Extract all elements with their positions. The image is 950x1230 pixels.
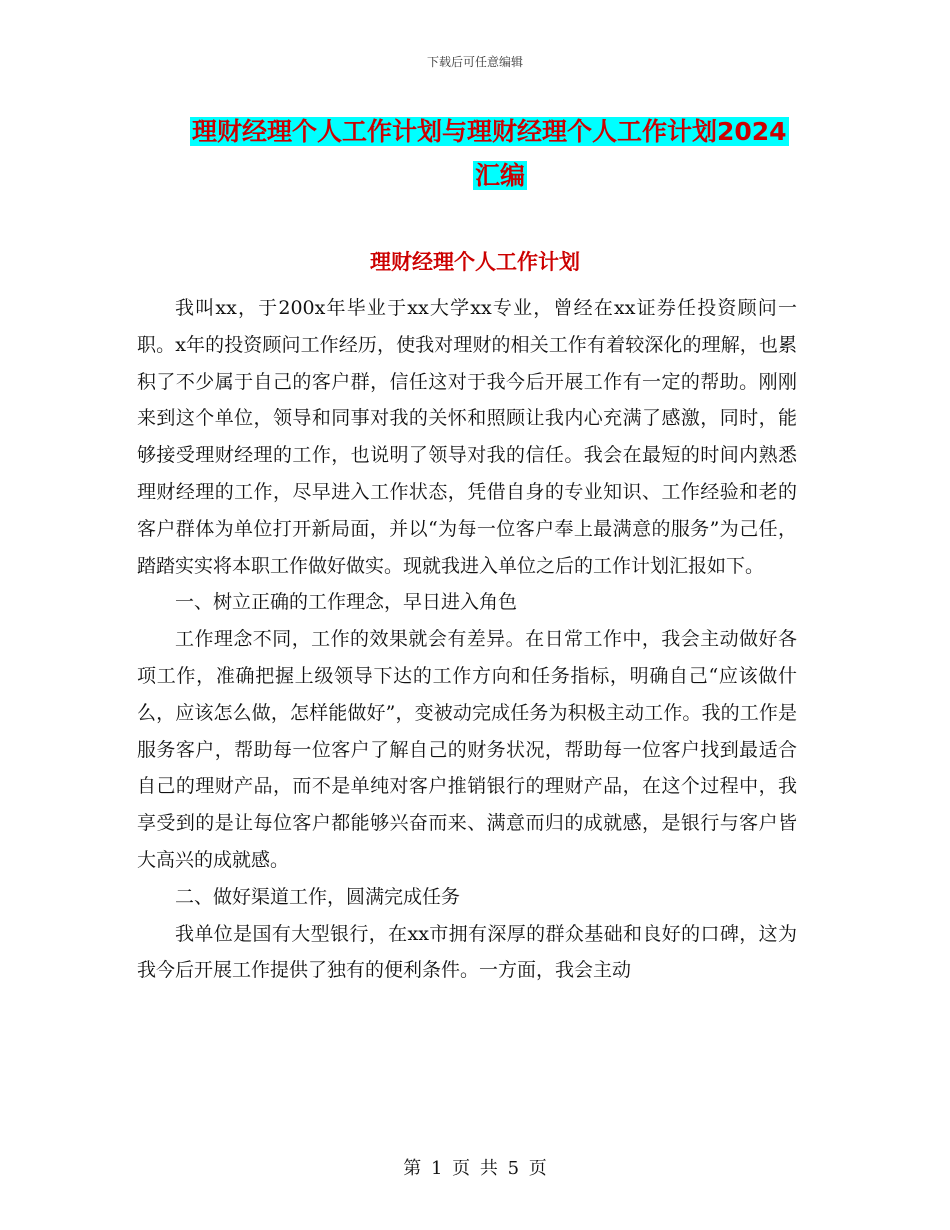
title-line-2: 汇编	[474, 161, 525, 190]
title-line-1: 理财经理个人工作计划与理财经理个人工作计划2024	[192, 117, 787, 146]
heading-section-2: 二、做好渠道工作，圆满完成任务	[175, 885, 461, 908]
heading-section-1: 一、树立正确的工作理念，早日进入角色	[175, 591, 518, 614]
section-title: 理财经理个人工作计划	[370, 250, 580, 274]
document-body	[137, 290, 797, 989]
paragraph-intro: 我叫xx，于200x年毕业于xx大学xx专业，曾经在xx证券任投资顾问一职。x年的投资顾问工作经历，使我对理财的相关工作有着较深化的理解，也累积了不少属于自己的客户群，信任这对于我今后开展工作有一定的帮助。刚刚来到这个单位，领导和同事对我的关怀和照顾让我内心充满了感激，同时，能够接受理财经理的工作，也说明了领导对我的信任。我会在最短的时间内熟悉理财经理的工作，尽早进入工作状态，凭借自身的专业知识、工作经验和老的客户群体为单位打开新局面，并以“为每一位客户奉上最满意的服务”为己任，踏踏实实将本职工作做好做实。现就我进入单位之后的工作计划汇报如下。	[137, 297, 797, 577]
header-note: 下载后可任意编辑	[426, 55, 523, 69]
document-title	[190, 110, 810, 198]
paragraph-section-1: 工作理念不同，工作的效果就会有差异。在日常工作中，我会主动做好各项工作，准确把握上级领导下达的工作方向和任务指标，明确自己“应该做什么，应该怎么做，怎样能做好”，变被动完成任务为积极主动工作。我的工作是服务客户，帮助每一位客户了解自己的财务状况，帮助每一位客户找到最适合自己的理财产品，而不是单纯对客户推销银行的理财产品，在这个过程中，我享受到的是让每位客户都能够兴奋而来、满意而归的成就感，是银行与客户皆大高兴的成就感。	[137, 628, 797, 871]
page-footer: 第 1 页 共 5 页	[403, 1158, 547, 1179]
paragraph-section-2: 我单位是国有大型银行，在xx市拥有深厚的群众基础和良好的口碑，这为我今后开展工作提供了独有的便利条件。一方面，我会主动	[137, 922, 797, 982]
